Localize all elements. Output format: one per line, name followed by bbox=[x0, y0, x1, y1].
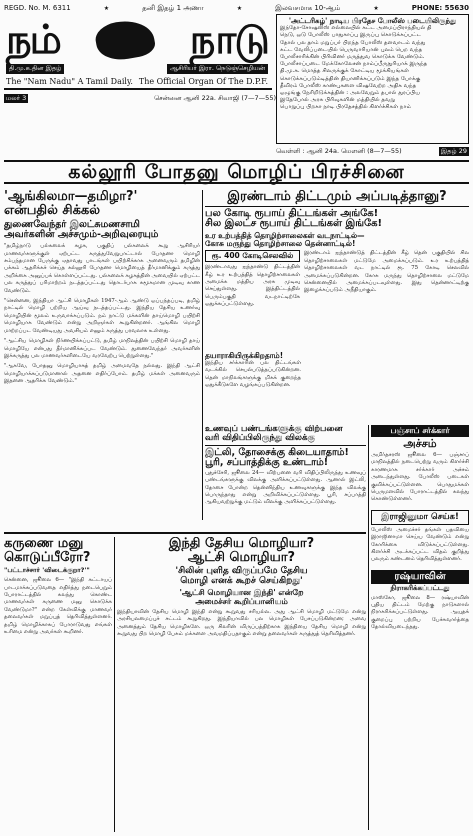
vice-chancellor-title-2: அவர்களின் அச்சமும்-அறிவுரையும் bbox=[4, 229, 159, 241]
box-body bbox=[280, 25, 465, 111]
box-line: இதேபோல் அரசு பிரிவுகளின் மத்தியில் தவறு bbox=[280, 97, 396, 104]
language-question-title-2: என்பதில் சிக்கல் bbox=[4, 202, 100, 218]
registration-number: REGD. No. M. 6311 bbox=[4, 4, 71, 12]
box-line: தி.மு.க. மொத்த சிலருக்குக் கோட்டிய மூக்கியங்கள் bbox=[280, 68, 410, 75]
tamilnadu-map-icon bbox=[93, 16, 157, 63]
mercy-petition-article bbox=[4, 537, 112, 832]
second-plan-headline: இரண்டாம் திட்டமும் அப்படித்தானு? bbox=[205, 190, 469, 207]
box-line: தீவிரம் போலீஸ் காண்புகளை விஷவேற்ற அதிக வந்த bbox=[280, 82, 417, 89]
mercy-subhead: "பட்டாச்சார் 'விடைக்குறா?'" bbox=[4, 566, 90, 575]
article-paragraph: "ஆகவே, போதனு மொழியாகத் தமிழ் அமைவதே நல்லது. இந்தி ஆட்சி மொழியாக்கப்படுமானால் அதனை எதிர்ப்போம். தமிழ் மக்கள் அனைவரும் இதனை ஆதரிக்க வேண்டும்." bbox=[4, 363, 200, 385]
minister-subhead-2: அமைச்சர் கூறிப்பானியம் bbox=[195, 596, 288, 606]
prepared-title: தயாராகியிருக்கிறதாம்! bbox=[205, 352, 284, 360]
minister-subhead: 'ஆட்சி மொழியான இந்தி' என்றே bbox=[179, 588, 304, 598]
article-paragraph: "ஆட்சிய மொழிகள் நிர்ணயிக்கப்பட்டு, தமிழ் மாநிலத்தின் பயிற்சி மொழி தாய் மொழியே என்பது தீர்மானிக்கப்பட வேண்டும். துணைவேந்தர் அவர்களின் இக்கருத்து பல மாணவர்களிடையே வரவேற்பு பெற்றுள்ளது." bbox=[4, 338, 200, 359]
box-line: கொடுக்கப்படும்டித்தின் தியானிக்கப்படும் இந்த போக்கு bbox=[280, 75, 421, 82]
punjab-headline-2: அச்சம் bbox=[403, 437, 437, 451]
box-line: கட்ட வேலிப்படையில் பெருவாரியான் புலம் பெற வந்த bbox=[280, 46, 423, 53]
lakhs-subhead: சில இலட்ச ரூபாய் திட்டங்கள் இங்கே! bbox=[205, 218, 383, 230]
date-strip-left bbox=[4, 92, 276, 104]
punjab-headline: பஞ்சாப் சர்க்கார் bbox=[371, 425, 469, 437]
article-paragraph: இரண்டாம் ஐந்தாண்டுத் திட்டத்தின் கீழ் தென் பகுதியில் சில தொழிற்சாலைகள் மட்டுமே அமைக்கப்படும். உர உற்பத்தித் தொழிற்சாலைகள் வட நாட்டில் ரூ. 75 கோடி செலவில் அமைக்கப்படுகின்றன. கோசு மருந்து தொழிற்சாலை மட்டுமே சென்னையில் அமைக்கப்படவுள்ளது. இது தென்னாட்டிற்கு இழைக்கப்படும் அநீதியாகும். bbox=[304, 250, 469, 294]
top-strip bbox=[4, 2, 469, 14]
hindi-national-language-article bbox=[117, 537, 366, 832]
right-column bbox=[371, 425, 469, 830]
prepared-box bbox=[205, 352, 301, 422]
food-tax-article bbox=[205, 425, 366, 530]
english-name: The "Nam Nadu" A Tamil Daily. bbox=[6, 76, 133, 86]
masthead-tagline: தி.மு.க.தின இதழ் bbox=[6, 64, 64, 74]
date-right: வெள்ளி : ஆனி 24a. மெளனி (8—7—55) bbox=[276, 147, 402, 155]
logo-word-right: நாடு bbox=[189, 17, 268, 63]
box-line: தோல் பல தாம் மறுப்பர் பிறந்த போலீஸ் தளவாடம் வந்து bbox=[280, 39, 426, 46]
mercy-headline: கருணை மனு bbox=[4, 537, 84, 551]
idli-subhead: இட்லி, தோசைக்கு கிடையாதாம்! bbox=[205, 446, 349, 458]
article-paragraph: இந்திய சர்க்காரின் பல திட்டங்கள் வடக்கில் செயல்படுத்தப்படுகின்றன. தென் மாநிலங்களுக்கு மிகக் குறைந்த ஒதுக்கீடுகளே வழங்கப்படுகின்றன. bbox=[205, 359, 301, 389]
masthead-subline bbox=[6, 64, 268, 74]
food-tax-headline: உணவுப் பண்டங்களுக்கு விற்பனை bbox=[205, 425, 343, 434]
date-strip-right bbox=[276, 146, 469, 157]
four-hundred-crore-box: ரூ. 400 கோடிசெலவில் bbox=[205, 250, 300, 262]
article-paragraph: இரண்டாவது ஐந்தாண்டு திட்டத்தின் கீழ் உர உற்பத்தித் தொழிற்சாலைகள் அமைக்க மத்திய அரசு முடிவு செய்துள்ளது. இத்திட்டத்தில் பெரும்பகுதி வடநாட்டிற்கே ஒதுக்கப்பட்டுள்ளது. bbox=[205, 264, 300, 308]
medicine-subhead: கோசு மருந்து தொழிற்சாலை தென்னாட்டில்! bbox=[205, 238, 356, 248]
crores-subhead: பல கோடி ரூபாய் திட்டங்கள் அங்கே! bbox=[205, 207, 379, 219]
box-line: ஒழுங்கு நேரிறிடுக்கத்தின் : அலவேறும் தபால் துரப்பிய bbox=[280, 90, 421, 97]
masthead-english-line bbox=[6, 75, 268, 87]
star-icon: ★ bbox=[103, 4, 110, 12]
article-paragraph: போலீஸ் அமைச்சர் தங்கள் பதவியை இராஜினாமா செய்ய வேண்டும் என்று கோரிக்கை விடுக்கப்பட்டுள்ளது. கிளர்ச்சி அடக்கப்பட்ட விதம் குறித்து பலரும் கண்டனம் தெரிவித்துள்ளனர். bbox=[371, 526, 469, 563]
masthead bbox=[4, 14, 272, 90]
resign-headline: இராஜினுமா செய்க! bbox=[371, 510, 469, 525]
column-divider bbox=[202, 190, 203, 520]
editor-line: ஆசிரியர் இரா. நெடுஞ்செழியன் bbox=[167, 64, 268, 74]
hindi-headline-2: ஆட்சி மொழியா? bbox=[187, 549, 296, 565]
second-plan-article bbox=[205, 190, 469, 350]
article-paragraph: "தமிழ்நாடு பல்கலைக் கழக, பகுதிப் பல்கலைக் கூறு ஆசிரியர் மாணவர்களுக்குள் ஏற்பட்ட கருத்துவேறுபாட்டால் போதனா மொழி சம்பந்தமான பேருக்கு ஏதாவது பாடங்கள் பயிற்சிக்காக அனைவரும் தமிழின் பக்கம் ஆதரிக்கச் செய்த கல்லூரி போதனா மொழியைத் தீர்மானிக்கும் கருத்து அறிக்கை அனுப்பக் கொள்ளப்பட்டது. பல்கலைக் கழகத்தின் அவையில் ஏற்பட்ட பல கருத்துப் பரிமாற்றம் நடத்தப்பட்டது தொடர்பாக சுமூகமான முடிவு காண வேண்டும். bbox=[4, 243, 200, 294]
puri-subhead: பூரி, சப்பாத்திக்கு உண்டாம்! bbox=[205, 456, 329, 468]
issue-number: இதழ் 29 bbox=[440, 147, 467, 155]
banner-headline: கல்லூரி போதனு மொழிப் பிரச்சினை bbox=[4, 160, 469, 184]
box-line: நெடு, ஒடு போலீஸ் பாதுகாப்பு இருப்பு கொடுக்கப்பட்ட bbox=[280, 32, 421, 39]
article-paragraph: "சென்னை, இந்தியா ஆட்சி மொழிகள் 1947-ஆம் ஆண்டு ஒப்பந்தப்படி, தமிழ் நாட்டில் மொழி பற்றிய ஆய்வு நடத்தப்பட்டது. இந்திய தேசிய உணர்வு மொழியின் மூலம் உருவாக்கப்படும். நம் நாட்டு மக்களின் தாய்மொழி பயிற்சி மொழியாக வேண்டும் என்று அறிஞர்கள் கூறுகின்றனர். ஆங்கில மொழி மாற்றப்பட வேண்டியது அவசியம் எனும் கருத்து பரவலாக உள்ளது. bbox=[4, 298, 200, 334]
hindi-quote: 'சிலின் புளித விருப்பமே தேசிய bbox=[175, 566, 308, 577]
star-icon: ★ bbox=[236, 4, 243, 12]
article-paragraph: சென்னை, ஜூலை 6— "இந்தி கட்டாயப் பாடமாக்கப்படுவதை எதிர்த்து நடைபெறும் போராட்டத்தில் கலந்து கொண்ட மாணவர்கள் கருணை மனு கொடுக்க வேண்டுமா?" என்ற கேள்விக்கு மாணவர் தலைவர்கள் மறுப்புத் தெரிவித்துள்ளனர். தமிழ் மொழிக்காகப் போராடுவது எங்கள் உரிமை என்று அவர்கள் கூறினர். bbox=[4, 577, 112, 635]
logo-word-left: நம் bbox=[6, 17, 60, 63]
article-paragraph: இந்தியாவின் தேசிய மொழி இந்தி என்று கூறுவது சரியல்ல. அது ஆட்சி மொழி மட்டுமே என்று அரசியலமைப்புச் சட்டம் கூறுகிறது. இந்தியாவில் பல மொழிகள் பேசப்படுகின்றன; அவை அனைத்தும் தேசிய மொழிகளே. ஒரு சிலரின் விருப்பத்திற்காக இந்தியை தேசிய மொழி என்று கூறுவது பிற மொழி பேசும் மக்களை அவமதிப்பதாகும் என்று தலைவர்கள் கருத்துத் தெரிவித்தனர். bbox=[117, 608, 366, 638]
official-organ: The Official Organ Of The D.P.F. bbox=[138, 76, 268, 86]
newspaper-logo bbox=[6, 16, 268, 64]
article-paragraph: அமிர்தசரஸ் ஜூலை 6— பஞ்சாப் மாநிலத்தில் நடைபெற்று வரும் கிளர்ச்சி காரணமாக சர்க்கார் அச்சம் அடைந்துள்ளது. போலீஸ் படைகள் குவிக்கப்பட்டுள்ளன. பொதுமக்கள் பெருமளவில் போராட்டத்தில் கலந்து கொண்டுள்ளனர். bbox=[371, 451, 469, 503]
box-line: போலீசாப்படை மேக்கோலேசன் நாம்ப்பீருநுரியாக் இருந்த bbox=[280, 61, 428, 68]
volume-number: மலர் 3 bbox=[6, 93, 27, 102]
column-divider bbox=[368, 425, 369, 830]
hindi-headline: இந்தி தேசிய மொழியா? bbox=[168, 537, 315, 551]
article-columns bbox=[205, 250, 469, 308]
police-force-box bbox=[276, 14, 469, 144]
article-paragraph: மாஸ்கோ, ஜூலை 8— ரஷ்யாவின் புதிய திட்டம் மேற்கு நாடுகளால் நிராகரிக்கப்பட்டுள்ளது. ஆயுதக் குறைப்பு பற்றிய பேச்சுவார்த்தை தோல்வியடைந்தது. bbox=[371, 594, 469, 631]
phone-number: PHONE: 55630 bbox=[411, 4, 469, 12]
box-line: இந்தோ-சோஷலிஸ் எல்லையில் கட்ட அமைப்பிராந்தியல் தி bbox=[280, 25, 432, 32]
column-divider bbox=[114, 537, 115, 832]
russia-headline: ரஷ்யாவின் bbox=[371, 570, 469, 585]
article-paragraph: புதுச்சேரி, ஜூலை 24— விற்பனை வரி விதிப்பிலிருந்து உணவுப் பண்டங்களுக்கு விலக்கு அளிக்கப்பட்டுள்ளது. ஆனால் இட்லி, தோசை போன்ற தென்னிந்திய உணவுகளுக்கு இந்த விலக்கு பொருந்தாது என்று அறிவிக்கப்பட்டுள்ளது. பூரி, சப்பாத்தி ஆகியவற்றுக்கு மட்டும் விலக்கு அளிக்கப்பட்டுள்ளது. bbox=[205, 469, 366, 506]
box-line: பொறுப்பு பிறகா நாடி பிரதேசத்தில் கிளர்ச்சிகள் நாம் bbox=[280, 104, 411, 111]
box-line: போலீசாரிக்கின் பிரிவினர் மருத்துவ கொடுக்க வேண்டும். bbox=[280, 54, 425, 61]
vice-chancellor-title: துணைவேந்தர் இலட்சுமணசாமி bbox=[4, 219, 140, 231]
language-question-title: 'ஆங்கிலமா—தமிழா?' bbox=[4, 190, 138, 204]
date-left: சென்னை ஆனி 22a. சிவாஜி (7—7—55) bbox=[154, 93, 276, 102]
russia-headline-2: நிராகரிக்கப்பட்டது bbox=[390, 584, 450, 593]
free-note: இலவசமாக 10-ஆம் bbox=[275, 3, 341, 12]
box-title: 'அட்டரிகழ்' நாடிய பிரதேச போலீஸ் படையிலிருந்து bbox=[288, 16, 457, 25]
mercy-headline-2: கொடுப்பீரோ? bbox=[4, 549, 91, 565]
fertilizer-subhead: உர உற்பத்தித் தொழிற்சாலைகள் வடநாட்டில்— bbox=[205, 230, 365, 240]
food-tax-headline-2: வரி விதிப்பிலிருந்து விலக்கு bbox=[205, 434, 366, 446]
section-divider bbox=[4, 532, 366, 534]
article-left-box bbox=[205, 250, 300, 308]
single-copy-price: தனி இதழ் 1 அணா bbox=[142, 3, 204, 12]
star-icon: ★ bbox=[373, 4, 379, 12]
hindi-quote-2: மொழி எனக் கூறச் செய்கிறது' bbox=[180, 575, 303, 586]
left-column bbox=[4, 190, 200, 520]
